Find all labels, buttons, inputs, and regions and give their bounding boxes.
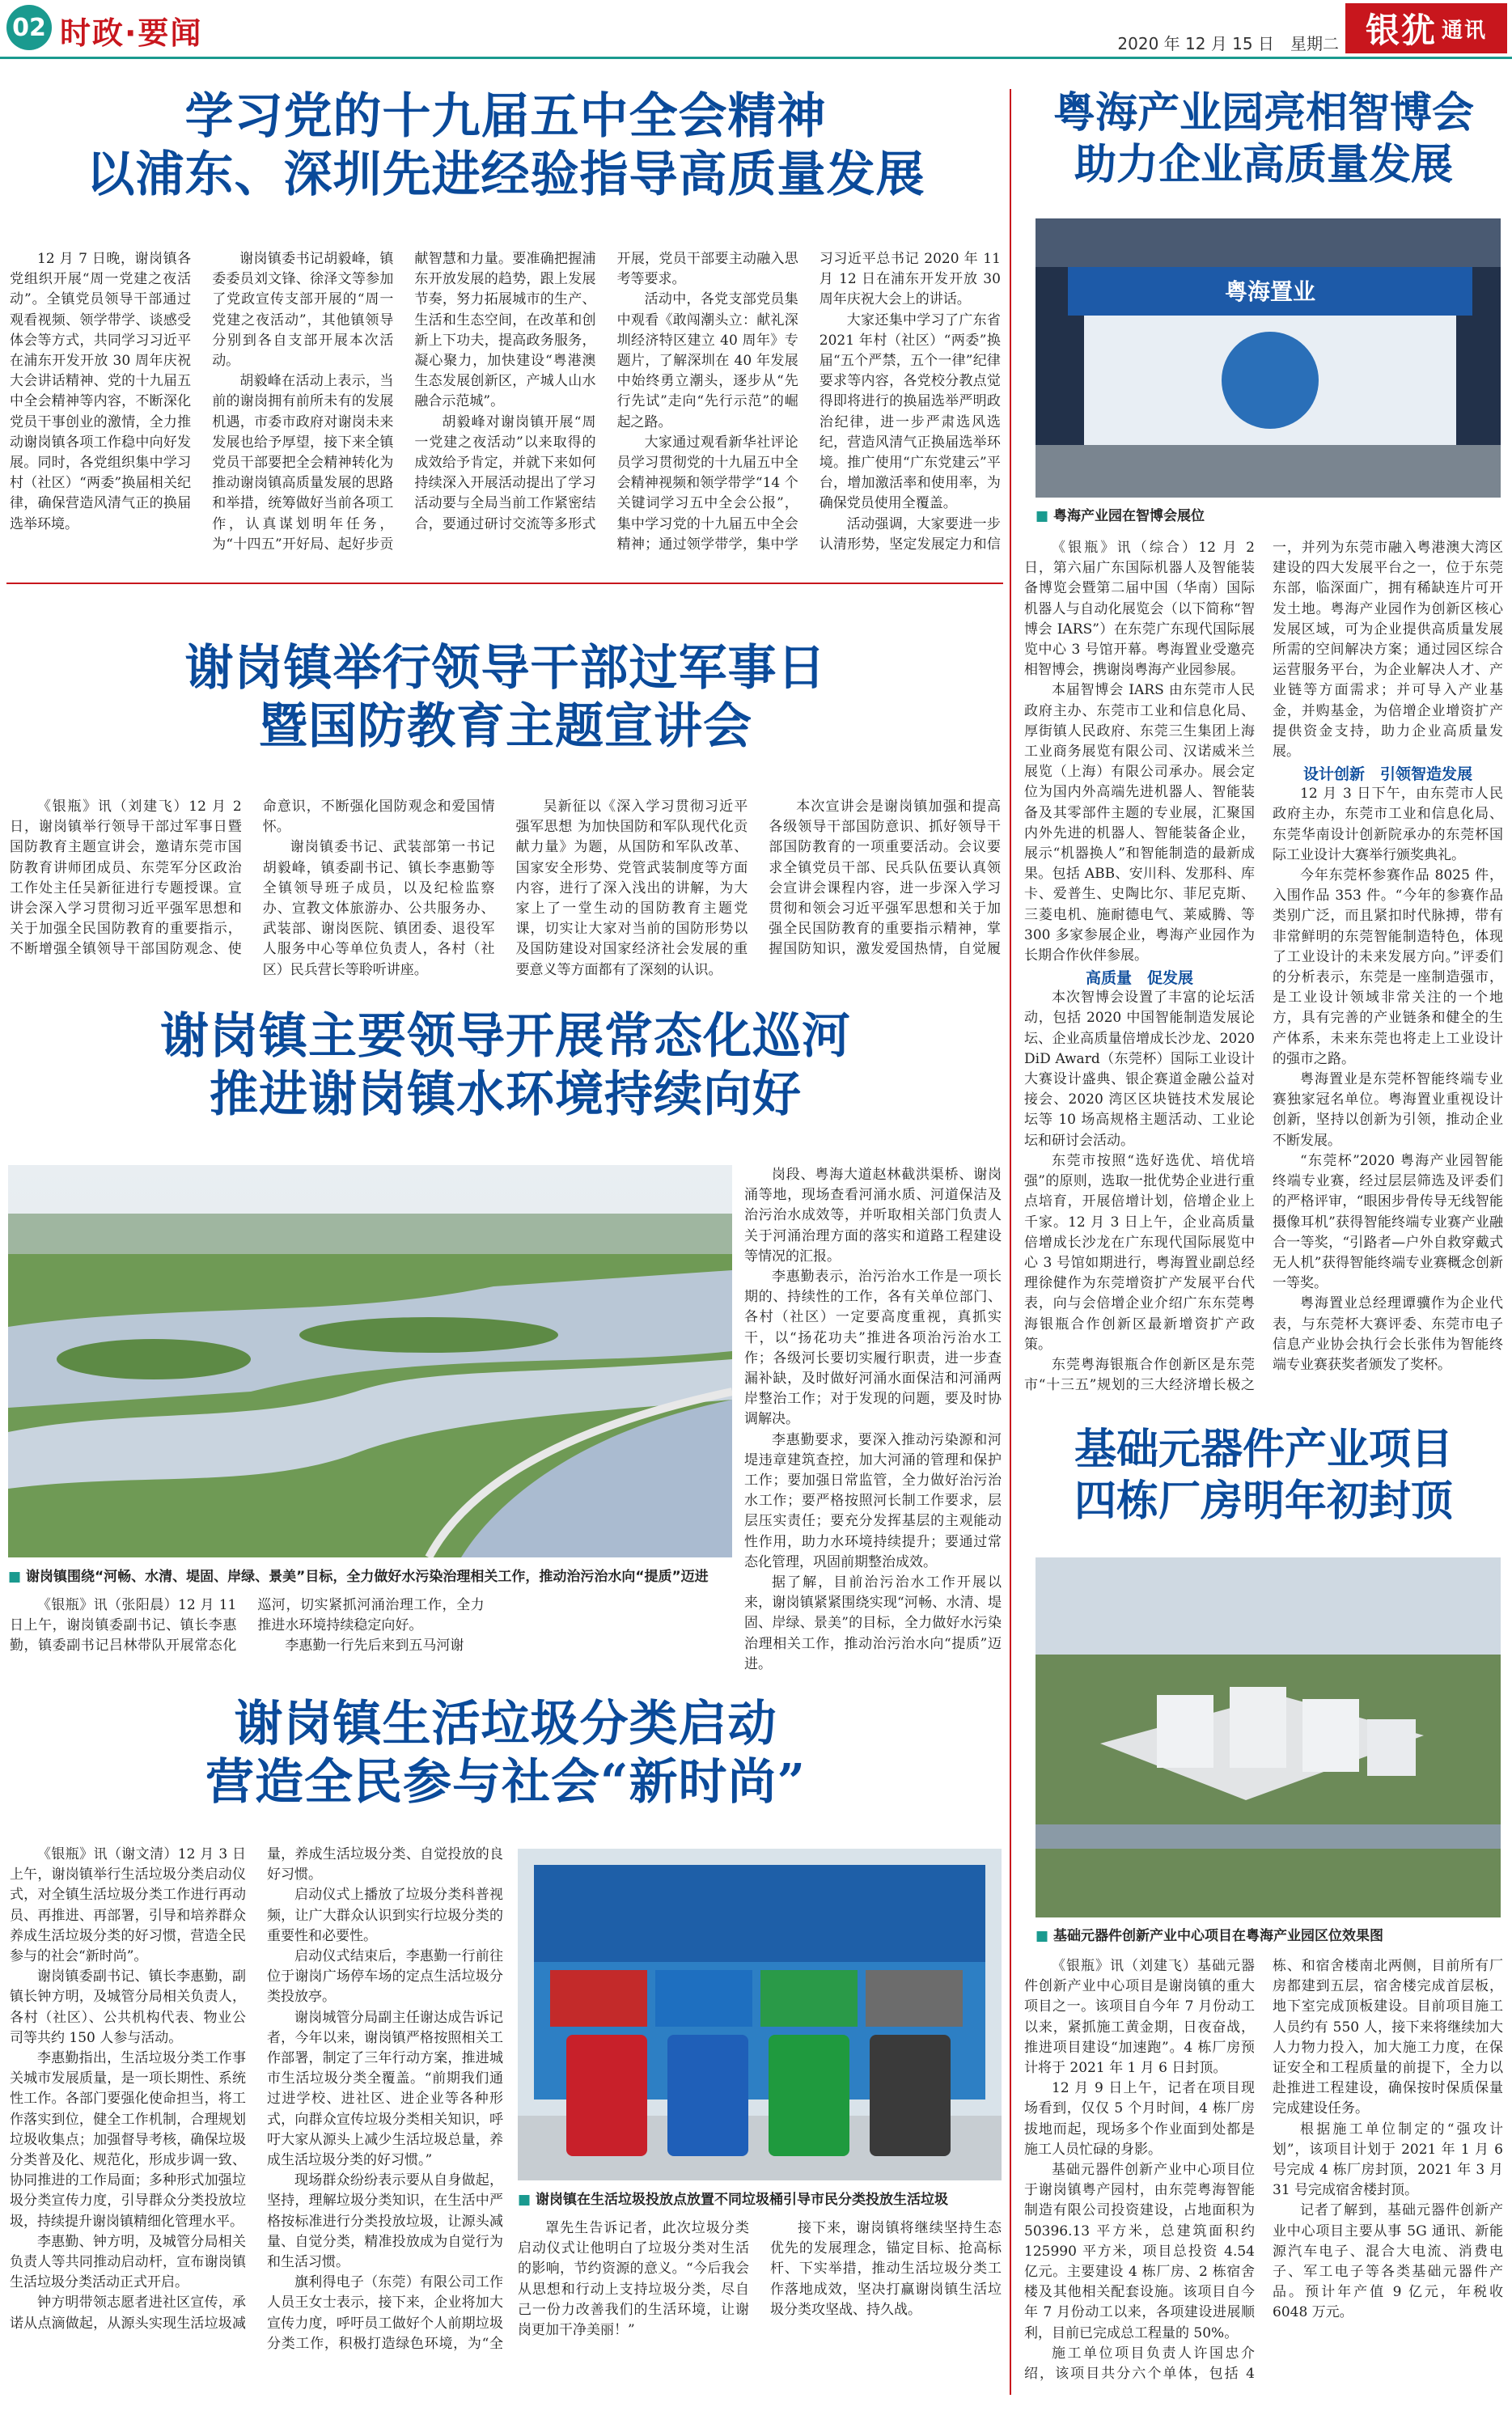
factory-photo-caption: ■ 基础元器件创新产业中心项目在粤海产业园区位效果图 <box>1036 1924 1501 1944</box>
issue-date: 2020 年 12 月 15 日 星期二 <box>1117 34 1339 53</box>
article6-headline: 基础元器件产业项目 四栋厂房明年初封顶 <box>1074 1425 1453 1526</box>
column-divider <box>1010 89 1011 2395</box>
expo-booth-image <box>1036 218 1501 498</box>
article6-body: 《银瓶》讯（刘建飞）基础元器件创新产业中心项目是谢岗镇的重大项目之一。该项目自今年 7 月份动工以来，紧抓施工黄金期，日夜奋战，推进项目建设“加速跑”。4 栋厂房预计将于 2021 年 1 月 6 日封顶。 12 月 9 日上午，记者在项目现场看到，仅仅 5 个月时间，4 栋厂房拔地而起，现场多个作业面到处都是施工人员忙碌的身影。 基础元器件创新产业中心项目位于谢岗镇粤产园村，由东莞粤海智能制造有限公司投资建设，占地面积为 50396.13 平方米，总建筑面积约 125990 平方米，项目总投资 4.54 亿元。主要建设 4 栋厂房、2 栋宿舍楼及其他相关配套设施。该项目自今年 7 月份动工以来，各项建设进展顺利，目前已完成总工程量的 50%。 施工单位项目负责人许国忠介绍，该项目共分六个单体，包括 4 栋、和宿舍楼南北两侧，目前所有厂房都建到五层，宿舍楼完成首层板，地下室完成顶板建设。目前项目施工人员约有 550 人，接下来将继续加大人力物力投入，加大施工力度，在保证安全和工程质量的前提下，全力以赴推进工程建设，确保按时保质保量完成建设任务。 根据施工单位制定的“强攻计划”，该项目计划于 2021 年 1 月 6 号完成 4 栋厂房封顶，2021 年 3 月 31 号完成宿舍楼封顶。 记者了解到，基础元器件创新产业中心项目主要从事 5G 通讯、新能源汽车电子、混合大电流、消费电子、军工电子等各类基础元器件产品。预计年产值 9 亿元，年税收 6048 万元。 <box>1024 1958 1503 2383</box>
trash-bins-photo <box>518 1849 1002 2180</box>
factory-rendering-photo <box>1036 1557 1501 1917</box>
article1-headline: 学习党的十九届五中全会精神 以浦东、深圳先进经验指导高质量发展 <box>86 88 925 203</box>
article3-body-left: 《银瓶》讯（张阳晨）12 月 11 日上午，谢岗镇委副书记、镇长李惠勤，镇委副书记吕林带队开展常态化巡河，切实紧抓河涌治理工作，全力推进水环境持续稳定向好。 李惠勤一行先后来到五马河谢 <box>10 1597 485 1655</box>
river-photo-caption: ■ 谢岗镇围绕“河畅、水清、堤固、岸绿、景美”目标，全力做好水污染治理相关工作，推动治污治水向“提质”迈进 <box>8 1565 732 1585</box>
page-number-badge: 02 <box>6 5 52 50</box>
trash-bins-photo-caption: ■ 谢岗镇在生活垃圾投放点放置不同垃圾桶引导市民分类投放生活垃圾 <box>518 2188 1002 2208</box>
section-title: 时政·要闻 <box>60 15 203 51</box>
trash-bins-image <box>518 1849 1002 2180</box>
article5-subhead-design: 设计创新 引领智造发展 <box>1302 765 1472 784</box>
article4-headline: 谢岗镇生活垃圾分类启动 营造全民参与社会“新时尚” <box>205 1696 807 1811</box>
article2-headline: 谢岗镇举行领导干部过军事日 暨国防教育主题宣讲会 <box>184 640 827 755</box>
article2-body: 《银瓶》讯（刘建飞）12 月 2 日，谢岗镇举行领导干部过军事日暨国防教育主题宣讲会，邀请东莞市国防教育讲师团成员、东莞军分区政治工作处主任吴新征进行专题授课。宣讲会深入学习贯彻习近平强军思想和关于加强全民国防教育的重要指示，不断增强全镇领导干部国防观念、使命意识，不断强化国防观念和爱国情怀。 谢岗镇委书记、武装部第一书记胡毅峰，镇委副书记、镇长李惠勤等全镇领导班子成员，以及纪检监察办、宣教文体旅游办、公共服务办、武装部、谢岗医院、镇团委、退役军人服务中心等单位负责人，各村（社区）民兵营长等聆听讲座。 吴新征以《深入学习贯彻习近平强军思想 为加快国防和军队现代化贡献力量》为题，从国防和军队改革、国家安全形势、党管武装制度等方面内容，进行了深入浅出的讲解，为大家上了一堂生动的国防教育主题党课，切实让大家对当前的国防形势以及国防建设对国家经济社会发展的重要意义等方面都有了深刻的认识。 本次宣讲会是谢岗镇加强和提高各级领导干部国防意识、抓好领导干部国防教育的一项重要活动。会议要求全镇党员干部、民兵队伍要认真领会宣讲会课程内容，进一步深入学习贯彻和领会习近平强军思想和关于加强全民国防教育的重要指示精神，掌握国防知识，激发爱国热情，自觉履 <box>10 799 1001 978</box>
section-divider <box>6 583 1003 584</box>
expo-booth-photo <box>1036 218 1501 498</box>
article5-headline: 粤海产业园亮相智博会 助力企业高质量发展 <box>1052 88 1474 189</box>
article3-body-right: 岗段、粤海大道赵林截洪渠桥、谢岗涌等地，现场查看河涌水质、河道保洁及治污治水成效等，并听取相关部门负责人关于河涌治理方面的落实和道路工程建设等情况的汇报。 李惠勤表示，治污治水工作是一项长期的、持续性的工作，各有关单位部门、各村（社区）一定要高度重视，真抓实干，以“扬花功夫”推进各项治污治水工作；各级河长要切实履行职责，进一步查漏补缺，及时做好河涌水面保洁和河涌两岸整治工作；对于发现的问题，要及时协调解决。 李惠勤要求，要深入推动污染源和河堤违章建筑查控，加大河涌的管理和保护工作；要加强日常监管，全力做好治污治水工作；要严格按照河长制工作要求，层层压实责任；要充分发挥基层的主观能动性作用，助力水环境持续提升；要通过常态化管理，巩固前期整治成效。 据了解，目前治污治水工作开展以来，谢岗镇紧紧围绕实现“河畅、水清、堤固、岸绿、景美”的目标，全力做好水污染治理相关工作，推动治污治水向“提质”迈进。 <box>744 1167 1002 1672</box>
expo-photo-caption: ■ 粤海产业园在智博会展位 <box>1036 504 1501 524</box>
article5-subhead-quality: 高质量 促发展 <box>1085 969 1193 988</box>
header-divider <box>0 57 1512 59</box>
newspaper-logo: 银犹 通讯 <box>1345 3 1507 53</box>
article4-body-right: 罩先生告诉记者，此次垃圾分类启动仪式让他明白了垃圾分类对生活的影响，节约资源的意义。“今后我会从思想和行动上支持垃圾分类，尽自己一份力改善我们的生活环境，让谢岗更加干净美丽！” 接下来，谢岗镇将继续坚持生态优先的发展理念，锚定目标、抢高标杆、下实举措，推动生活垃圾分类工作落地成效，坚决打赢谢岗镇生活垃圾分类攻坚战、持久战。 <box>518 2220 1002 2339</box>
factory-rendering-image <box>1036 1557 1501 1917</box>
river-landscape-image <box>8 1165 732 1557</box>
article1-body: 12 月 7 日晚，谢岗镇各党组织开展“周一党建之夜活动”。全镇党员领导干部通过观看视频、领学带学、谈感受体会等方式，共同学习习近平在浦东开发开放 30 周年庆祝大会讲话精神、党的十九届五中全会精神等内容，不断深化党员干事创业的激情，全力推动谢岗镇各项工作稳中向好发展。同时，各党组织集中学习村（社区）“两委”换届相关纪律，确保营造风清气正的换届选举环境。 谢岗镇委书记胡毅峰，镇委委员刘文锋、徐泽文等参加了党政宣传支部开展的“周一党建之夜活动”，其他镇领导分别到各自支部开展本次活动。 胡毅峰在活动上表示，当前的谢岗拥有前所未有的发展机遇，市委市政府对谢岗未来发展也给予厚望，接下来全镇党员干部要把全会精神转化为推动谢岗镇高质量发展的思路和举措，统筹做好当前各项工作，认真谋划明年任务，为“十四五”开好局、起好步贡献智慧和力量。要准确把握浦东开放发展的趋势，跟上发展节奏，努力拓展城市的生产、生活和生态空间，在改革和创新上下功夫，提高政务服务，凝心聚力，加快建设“粤港澳生态发展创新区，产城人山水融合示范城”。 胡毅峰对谢岗镇开展“周一党建之夜活动”以来取得的成效给予肯定，并就下来如何持续深入开展活动提出了学习活动要与全局当前工作紧密结合，要通过研讨交流等多形式开展，党员干部要主动融入思考等要求。 活动中，各党支部党员集中观看《敢闯潮头立：献礼深圳经济特区建立 40 周年》专题片，了解深圳在 40 年发展中始终勇立潮头，逐步从“先行先试”走向“先行示范”的崛起之路。 大家通过观看新华社评论员学习贯彻党的十九届五中全会精神视频和领学带学“14 个关键词学习五中全会公报”，集中学习党的十九届五中全会精神；通过领学带学，集中学习习近平总书记 2020 年 11 月 12 日在浦东开发开放 30 周年庆祝大会上的讲话。 大家还集中学习了广东省 2021 年村（社区）“两委”换届“五个严禁，五个一律”纪律要求等内容，各党校分教点觉得即将进行的换届选举严明政治纪律，进一步严肃选风选纪，营造风清气正换届选举环境。推广使用“广东党建云”平台，增加激活率和使用率，为确保党员使用全覆盖。 活动强调，大家要进一步认清形势，坚定发展定力和信 <box>10 251 1001 553</box>
article4-body-left: 《银瓶》讯（谢文清）12 月 3 日上午，谢岗镇举行生活垃圾分类启动仪式，对全镇生活垃圾分类工作进行再动员、再推进、再部署，引导和培养群众养成生活垃圾分类的好习惯，营造全民参与的社会“新时尚”。 谢岗镇委副书记、镇长李惠勤，副镇长钟方明，及城管分局相关负责人，各村（社区）、公共机构代表、物业公司等共约 150 人参与活动。 李惠勤指出，生活垃圾分类工作事关城市发展质量，是一项长期性、系统性工作。各部门要强化使命担当，将工作落实到位，健全工作机制，合理规划垃圾收集点；加强督导考核，确保垃圾分类普及化、规范化，形成步调一致、协同推进的工作局面；多种形式加强垃圾分类宣传力度，引导群众分类投放垃圾，持续提升谢岗镇精细化管理水平。 李惠勤、钟方明，及城管分局相关负责人等共同推动启动杆，宣布谢岗镇生活垃圾分类活动正式开启。 钟方明带领志愿者进社区宣传，承诺从点滴做起，从源头实现生活垃圾减量，养成生活垃圾分类、自觉投放的良好习惯。 启动仪式上播放了垃圾分类科普视频，让广大群众认识到实行垃圾分类的重要性和必要性。 启动仪式结束后，李惠勤一行前往位于谢岗广场停车场的定点生活垃圾分类投放亭。 谢岗城管分局副主任谢达成告诉记者，今年以来，谢岗镇严格按照相关工作部署，制定了三年行动方案，推进城市生活垃圾分类全覆盖。“前期我们通过进学校、进社区、进企业等各种形式，向群众宣传垃圾分类相关知识，呼吁大家从源头上减少生活垃圾总量，养成生活垃圾分类的好习惯。” 现场群众纷纷表示要从自身做起，坚持，理解垃圾分类知识，在生活中严格按标准进行分类投放垃圾，让源头减量、自觉分类，精准投放成为自觉行为和生活习惯。 旗利得电子（东莞）有限公司工作人员王女士表示，接下来，企业将加大宣传力度，呼吁员工做好个人前期垃圾分类工作，积极打造绿色环境，为“全 <box>10 1846 503 2352</box>
booth-sign: 粤海置业 <box>1224 278 1316 305</box>
river-photo <box>8 1165 732 1557</box>
article3-headline: 谢岗镇主要领导开展常态化巡河 推进谢岗镇水环境持续向好 <box>160 1008 851 1123</box>
article5-body: 《银瓶》讯（综合）12 月 2 日，第六届广东国际机器人及智能装备博览会暨第二届中国（华南）国际机器人与自动化展览会（以下简称“智博会 IARS”）在东莞广东现代国际展览中心 3 号馆开幕。粤海置业受邀亮相智博会，携谢岗粤海产业园参展。 本届智博会 IARS 由东莞市人民政府主办、东莞市工业和信息化局、厚街镇人民政府、东莞三生集团上海工业商务展览有限公司、汉诺威米兰展览（上海）有限公司承办。展会定位为国内外高端先进机器人、智能装备及其零部件主题的专业展，汇聚国内外先进的机器人、智能装备企业，展示“机器换人”和智能制造的最新成果。包括 ABB、安川科、发那科、库卡、爱普生、史陶比尔、菲尼克斯、三菱电机、施耐德电气、莱威腾、等 300 多家参展企业，粤海产业园作为长期合作伙伴参展。 高质量 促发展 本次智博会设置了丰富的论坛活动，包括 2020 中国智能制造发展论坛、企业高质量倍增成长沙龙、2020 DiD Award（东莞杯）国际工业设计大赛设计盛典、银企赛道金融公益对接会、2020 湾区区块链技术发展论坛等 10 场高规格主题活动、工业论坛和研讨会活动。 东莞市按照“选好选优、培优培强”的原则，选取一批优势企业进行重点培育，开展倍增计划，倍增企业上千家。12 月 3 日上午，企业高质量倍增成长沙龙在广东现代国际展览中心 3 号馆如期进行，粤海置业副总经理徐健作为东莞增资扩产发展平台代表，向与会倍增企业介绍广东东莞粤海银瓶合作创新区最新增资扩产政策。 东莞粤海银瓶合作创新区是东莞市“十三五”规划的三大经济增长极之一，并列为东莞市融入粤港澳大湾区建设的四大发展平台之一，位于东莞东部，临深面广，拥有稀缺连片可开发土地。粤海产业园作为创新区核心发展区域，可为企业提供高质量发展所需的空间解决方案；通过园区综合运营服务平台，为企业解决人才、产业链等方面需求；并可导入产业基金，并购基金，为倍增企业增资扩产提供资金支持，助力企业高质量发展。 设计创新 引领智造发展 12 月 3 日下午，由东莞市人民政府主办，东莞市工业和信息化局、东莞华南设计创新院承办的东莞杯国际工业设计大赛举行颁奖典礼。 今年东莞杯参赛作品 8025 件，入围作品 353 件。“今年的参赛作品类别广泛，而且紧扣时代脉搏，带有非常鲜明的东莞智能制造特色，体现了工业设计的未来发展方向。”评委们的分析表示，东莞是一座制造强市，是工业设计领域非常关注的一个地方，具有完善的产业链条和健全的生产体系，未来东莞也将走上工业设计的强市之路。 粤海置业是东莞杯智能终端专业赛独家冠名单位。粤海置业重视设计创新，坚持以创新为引领，推动企业不断发展。 “东莞杯”2020 粤海产业园智能终端专业赛，经过层层筛选及评委们的严格评审，“眼困步骨传导无线智能摄像耳机”获得智能终端专业赛产业融合一等奖，“引路者—户外自救穿戴式无人机”获得智能终端专业赛概念创新一等奖。 粤海置业总经理谭骥作为企业代表，与东莞杯大赛评委、东莞市电子信息产业协会执行会长张伟为智能终端专业赛获奖者颁发了奖杯。 <box>1024 540 1503 1394</box>
